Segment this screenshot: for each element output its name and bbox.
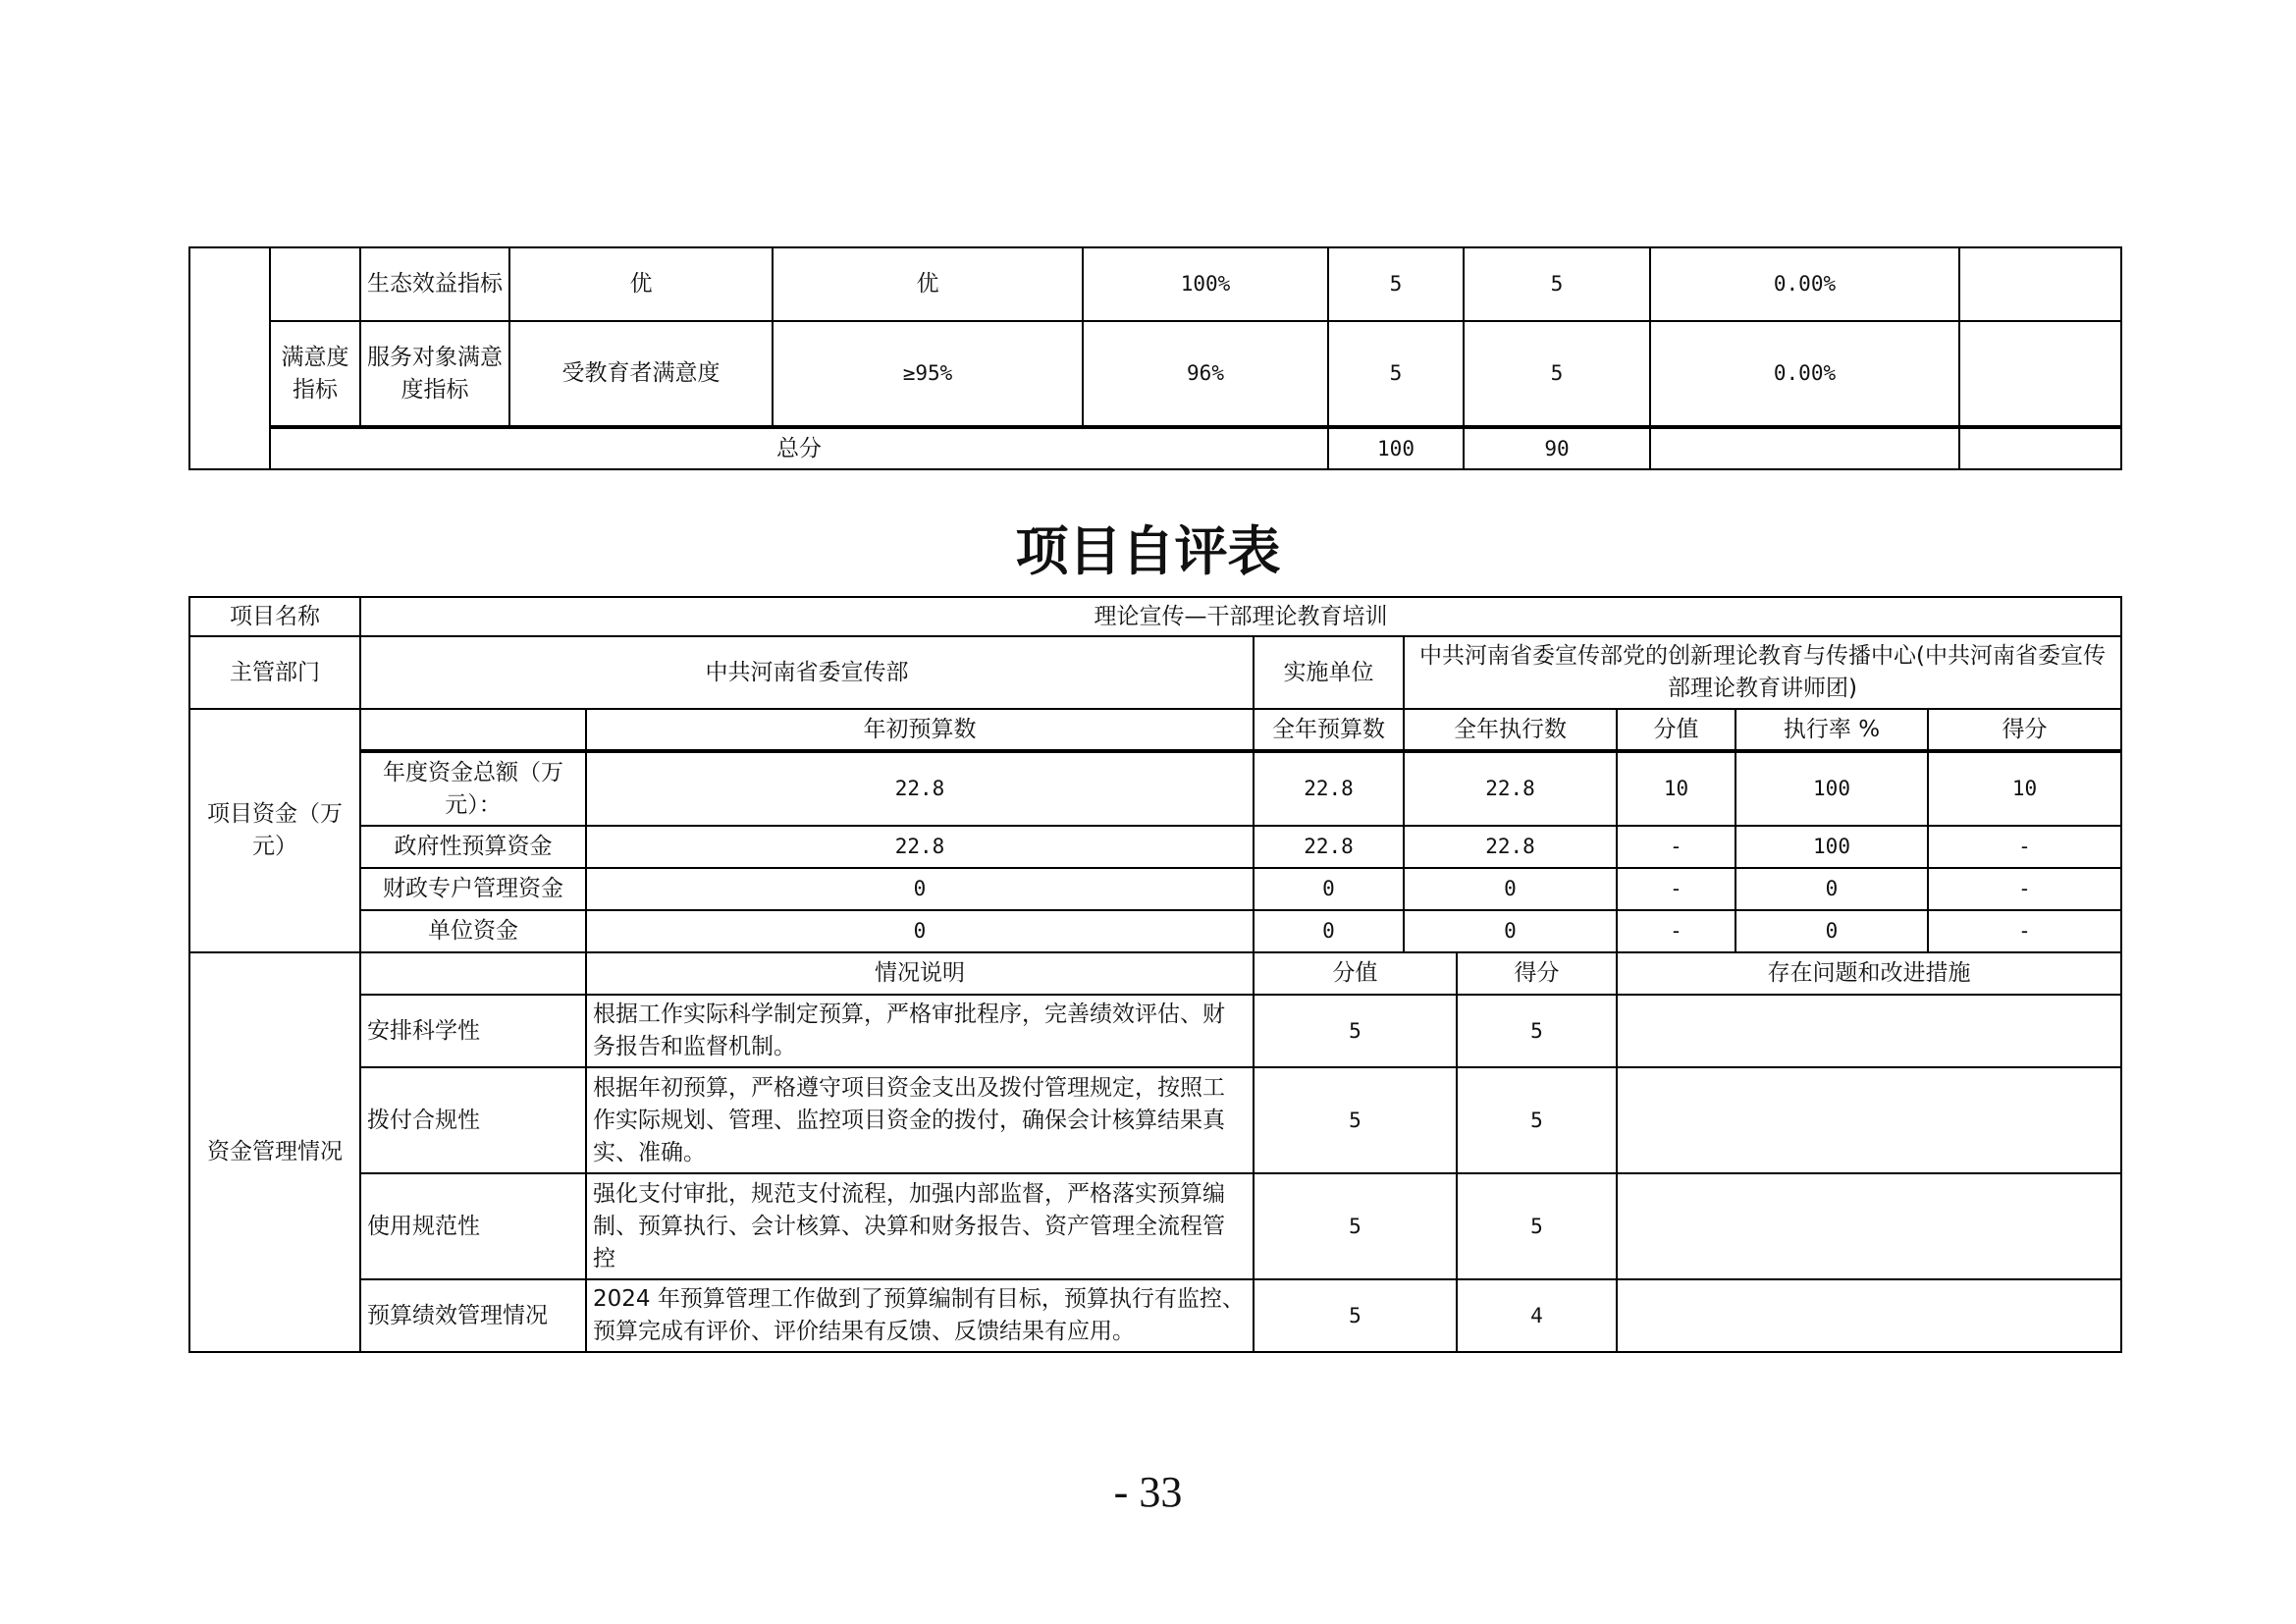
note-cell — [1959, 321, 2121, 427]
project-self-evaluation-table — [188, 596, 2122, 1353]
fund-annual: 0 — [1254, 910, 1404, 952]
level3-indicator-cell: 服务对象满意度指标 — [360, 321, 509, 427]
dept-value: 中共河南省委宣传部 — [360, 636, 1254, 709]
fund-score: - — [1928, 826, 2121, 868]
col-header-issues: 存在问题和改进措施 — [1617, 952, 2121, 995]
fund-annual: 0 — [1254, 868, 1404, 910]
fund-score: 10 — [1928, 751, 2121, 826]
note-cell — [1959, 247, 2121, 321]
total-deviation — [1650, 427, 1959, 469]
mgmt-item-name: 拨付合规性 — [360, 1067, 586, 1173]
table-row — [189, 247, 2121, 321]
fund-name: 年度资金总额（万元）： — [360, 751, 586, 826]
project-name-value: 理论宣传—干部理论教育培训 — [360, 597, 2121, 636]
funds-header-blank — [360, 709, 586, 751]
page-title: 项目自评表 — [1015, 519, 1281, 582]
impl-unit-label: 实施单位 — [1254, 636, 1404, 709]
mgmt-item-score: 5 — [1457, 1173, 1617, 1279]
page-number: - 33 — [1113, 1468, 1183, 1516]
col-header-description: 情况说明 — [586, 952, 1254, 995]
level2-indicator-cell: 满意度指标 — [270, 321, 360, 427]
mgmt-item-score: 5 — [1457, 1067, 1617, 1173]
target-value-cell: 优 — [773, 247, 1083, 321]
fund-annual: 22.8 — [1254, 826, 1404, 868]
col-header-annual-budget: 全年预算数 — [1254, 709, 1404, 751]
mgmt-row — [189, 995, 2121, 1067]
col-header-executed: 全年执行数 — [1404, 709, 1617, 751]
project-name-label: 项目名称 — [189, 597, 360, 636]
total-score: 90 — [1464, 427, 1650, 469]
mgmt-item-name: 使用规范性 — [360, 1173, 586, 1279]
target-value-cell: ≥95% — [773, 321, 1083, 427]
fund-name: 单位资金 — [360, 910, 586, 952]
performance-indicator-table — [188, 246, 2122, 470]
total-note — [1959, 427, 2121, 469]
col-header-exec-rate: 执行率 % — [1735, 709, 1928, 751]
indicator-cell: 受教育者满意度 — [509, 321, 773, 427]
col-header-initial-budget: 年初预算数 — [586, 709, 1254, 751]
weight-cell: 5 — [1328, 247, 1464, 321]
mgmt-item-weight: 5 — [1254, 1067, 1457, 1173]
mgmt-item-desc: 根据工作实际科学制定预算，严格审批程序，完善绩效评估、财务报告和监督机制。 — [586, 995, 1254, 1067]
col-header-score: 得分 — [1457, 952, 1617, 995]
mgmt-item-desc: 强化支付审批，规范支付流程，加强内部监督，严格落实预算编制、预算执行、会计核算、决算和财务报告、资产管理全流程管控 — [586, 1173, 1254, 1279]
fund-rate: 0 — [1735, 868, 1928, 910]
level2-indicator-cell — [270, 247, 360, 321]
fund-score: - — [1928, 910, 2121, 952]
mgmt-label: 资金管理情况 — [189, 952, 360, 1352]
fund-weight: - — [1617, 868, 1735, 910]
fund-weight: - — [1617, 910, 1735, 952]
mgmt-header-blank — [360, 952, 586, 995]
funds-label: 项目资金（万元） — [189, 709, 360, 952]
total-row — [189, 427, 2121, 469]
actual-value-cell: 96% — [1083, 321, 1328, 427]
col-header-weight: 分值 — [1617, 709, 1735, 751]
deviation-cell: 0.00% — [1650, 247, 1959, 321]
mgmt-item-issues — [1617, 1173, 2121, 1279]
fund-executed: 22.8 — [1404, 826, 1617, 868]
mgmt-item-desc: 2024 年预算管理工作做到了预算编制有目标，预算执行有监控、预算完成有评价、评价结果有反馈、反馈结果有应用。 — [586, 1279, 1254, 1352]
mgmt-item-score: 4 — [1457, 1279, 1617, 1352]
mgmt-item-weight: 5 — [1254, 995, 1457, 1067]
fund-initial: 0 — [586, 910, 1254, 952]
mgmt-item-weight: 5 — [1254, 1173, 1457, 1279]
mgmt-item-issues — [1617, 1067, 2121, 1173]
fund-weight: 10 — [1617, 751, 1735, 826]
score-cell: 5 — [1464, 247, 1650, 321]
level3-indicator-cell: 生态效益指标 — [360, 247, 509, 321]
score-cell: 5 — [1464, 321, 1650, 427]
fund-name: 政府性预算资金 — [360, 826, 586, 868]
fund-score: - — [1928, 868, 2121, 910]
mgmt-row — [189, 1173, 2121, 1279]
funds-row — [189, 826, 2121, 868]
department-row — [189, 636, 2121, 709]
fund-executed: 0 — [1404, 868, 1617, 910]
mgmt-item-issues — [1617, 995, 2121, 1067]
fund-name: 财政专户管理资金 — [360, 868, 586, 910]
mgmt-row — [189, 1279, 2121, 1352]
fund-executed: 0 — [1404, 910, 1617, 952]
mgmt-item-score: 5 — [1457, 995, 1617, 1067]
fund-executed: 22.8 — [1404, 751, 1617, 826]
fund-rate: 0 — [1735, 910, 1928, 952]
mgmt-item-name: 预算绩效管理情况 — [360, 1279, 586, 1352]
funds-row — [189, 868, 2121, 910]
weight-cell: 5 — [1328, 321, 1464, 427]
col-header-weight: 分值 — [1254, 952, 1457, 995]
fund-initial: 22.8 — [586, 826, 1254, 868]
level1-indicator-cell — [189, 247, 270, 469]
fund-weight: - — [1617, 826, 1735, 868]
fund-rate: 100 — [1735, 751, 1928, 826]
mgmt-header-row — [189, 952, 2121, 995]
mgmt-item-weight: 5 — [1254, 1279, 1457, 1352]
dept-label: 主管部门 — [189, 636, 360, 709]
indicator-cell: 优 — [509, 247, 773, 321]
impl-unit-value: 中共河南省委宣传部党的创新理论教育与传播中心(中共河南省委宣传部理论教育讲师团) — [1404, 636, 2121, 709]
funds-row — [189, 910, 2121, 952]
fund-initial: 0 — [586, 868, 1254, 910]
fund-initial: 22.8 — [586, 751, 1254, 826]
actual-value-cell: 100% — [1083, 247, 1328, 321]
deviation-cell: 0.00% — [1650, 321, 1959, 427]
mgmt-item-desc: 根据年初预算，严格遵守项目资金支出及拨付管理规定，按照工作实际规划、管理、监控项目资金的拨付，确保会计核算结果真实、准确。 — [586, 1067, 1254, 1173]
mgmt-row — [189, 1067, 2121, 1173]
funds-row — [189, 751, 2121, 826]
fund-rate: 100 — [1735, 826, 1928, 868]
fund-annual: 22.8 — [1254, 751, 1404, 826]
mgmt-item-issues — [1617, 1279, 2121, 1352]
project-name-row — [189, 597, 2121, 636]
total-weight: 100 — [1328, 427, 1464, 469]
total-label: 总分 — [270, 427, 1328, 469]
funds-header-row — [189, 709, 2121, 751]
col-header-score: 得分 — [1928, 709, 2121, 751]
table-row — [189, 321, 2121, 427]
mgmt-item-name: 安排科学性 — [360, 995, 586, 1067]
